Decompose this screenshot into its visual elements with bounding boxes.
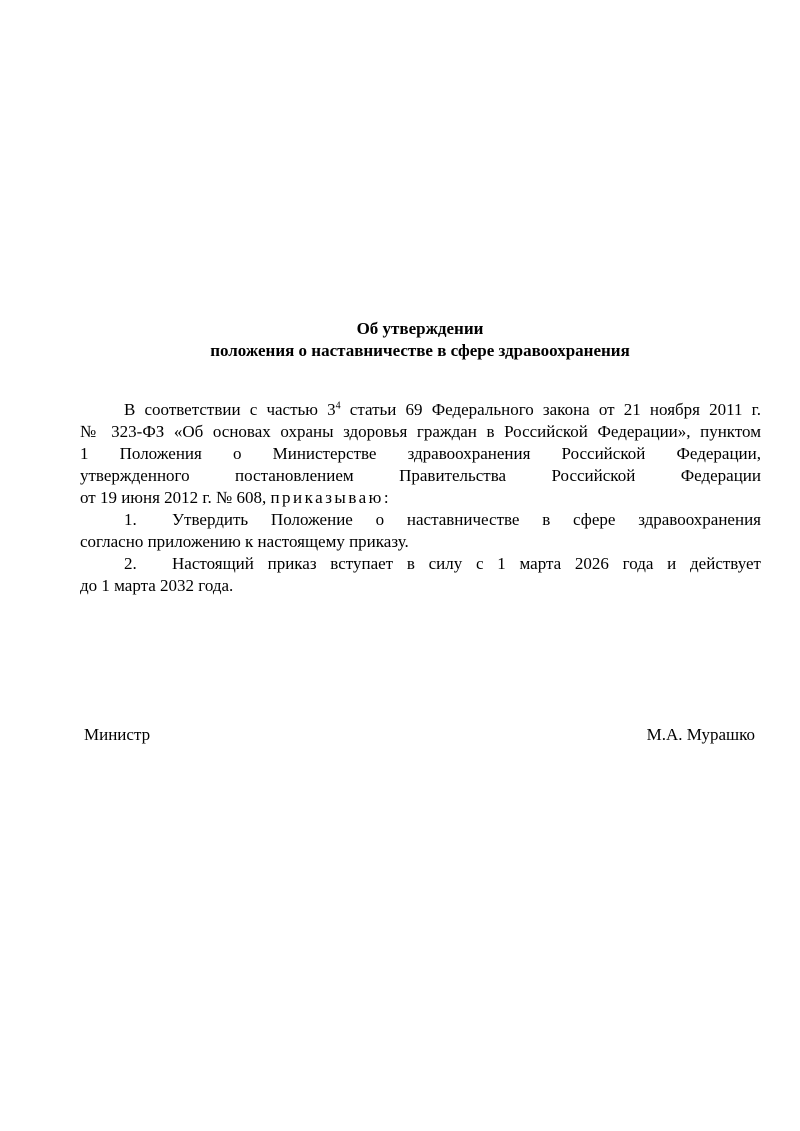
signatory-position: Министр: [84, 725, 151, 744]
preamble-line-4: утвержденного постановлением Правительства Российской Федерации: [80, 466, 761, 485]
preamble-line-5: [80, 487, 761, 509]
item-2-line-2: до 1 марта 2032 года.: [80, 576, 234, 595]
order-item-1: [80, 509, 761, 553]
item-1-line-1: [80, 509, 761, 531]
document-body: [80, 399, 761, 597]
order-word: приказываю: [270, 488, 384, 507]
preamble-line-5-text: от 19 июня 2012 г. № 608,: [80, 488, 271, 507]
document-title: [80, 318, 760, 362]
item-1-line-2: согласно приложению к настоящему приказу.: [80, 532, 409, 551]
item-2-text: Настоящий приказ вступает в силу с 1 марта 2026 года и действует: [172, 554, 761, 573]
preamble-line-2: № 323-ФЗ «Об основах охраны здоровья граждан в Российской Федерации», пунктом: [80, 422, 761, 441]
item-2-line-1: [80, 553, 761, 575]
preamble-line-3: 1 Положения о Министерстве здравоохранения Российской Федерации,: [80, 444, 761, 463]
preamble-line-1-text: В соответствии с частью 3: [124, 400, 336, 419]
preamble-line-1: [80, 399, 761, 421]
order-colon: :: [383, 488, 389, 507]
order-item-2: [80, 553, 761, 597]
superscript-part-number: 4: [335, 400, 341, 412]
title-line-1: Об утверждении: [356, 319, 484, 338]
signatory-name: М.А. Мурашко: [646, 725, 755, 744]
preamble-line-1-rest: статьи 69 Федерального закона от 21 ноября 2011 г.: [340, 400, 761, 419]
item-1-number: 1.: [124, 510, 137, 529]
item-2-number: 2.: [124, 554, 137, 573]
preamble-paragraph: [80, 399, 761, 509]
title-line-2: положения о наставничестве в сфере здравоохранения: [210, 341, 630, 360]
item-1-text: Утвердить Положение о наставничестве в сфере здравоохранения: [172, 510, 761, 529]
